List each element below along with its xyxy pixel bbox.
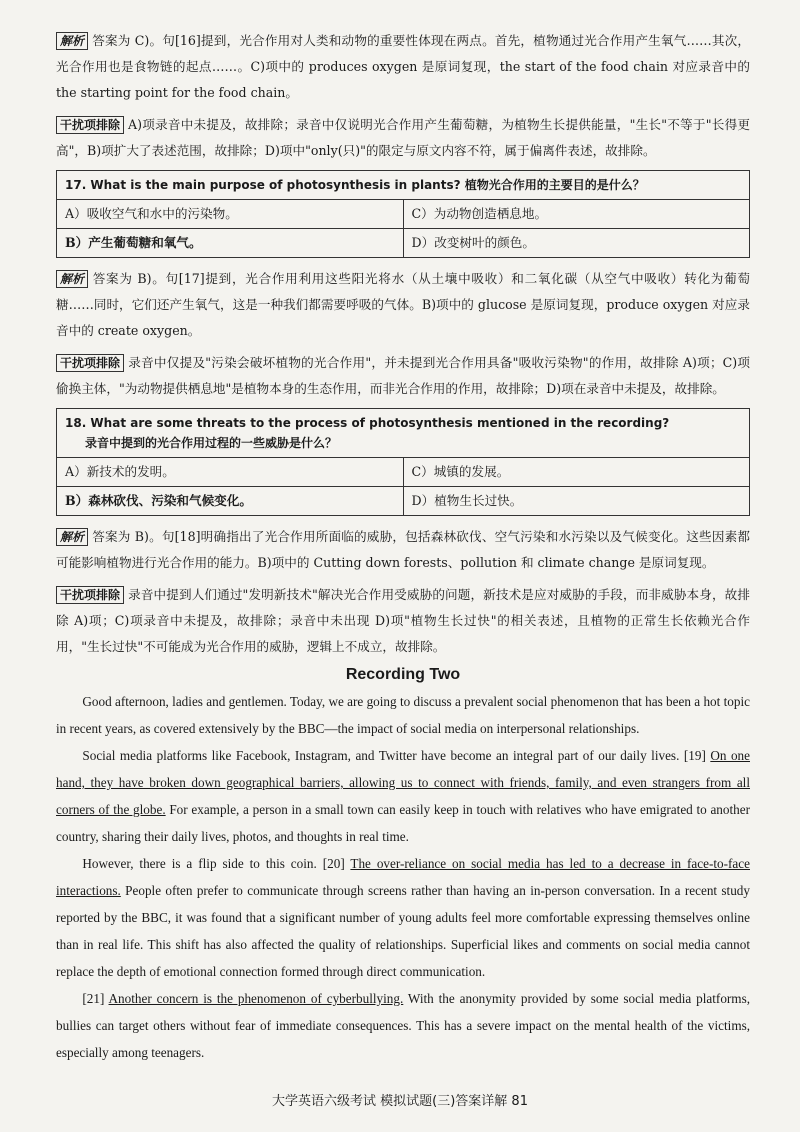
option-c: C）城镇的发展。 (403, 458, 750, 487)
page-body (56, 28, 750, 1066)
page-footer: 大学英语六级考试 模拟试题(三)答案详解 81 (272, 1094, 528, 1109)
option-a: A）新技术的发明。 (57, 458, 404, 487)
option-c: C）为动物创造栖息地。 (403, 200, 750, 229)
option-d: D）植物生长过快。 (403, 487, 750, 516)
analysis-tag: 解析 (56, 528, 88, 546)
distractor-17 (56, 350, 750, 402)
transcript-paragraph (56, 742, 750, 850)
question-18 (57, 409, 750, 458)
underlined-key-sentence: On one hand, they have broken down geographical barriers, allowing us to connect with friends, family, and even strangers from all corners of the globe. (56, 748, 750, 817)
transcript-text: For example, a person in a small town can easily keep in touch with relatives who have emigrated to another country, sharing their daily lives, photos, and thoughts in real time. (56, 802, 750, 844)
analysis-text: 答案为 B)。句[18]明确指出了光合作用所面临的威胁，包括森林砍伐、空气污染和水污染以及气候变化。这些因素都可能影响植物进行光合作用的能力。B)项中的 Cutting down forests、pollution 和 climate change 是原词复现。 (56, 529, 750, 570)
option-d: D）改变树叶的颜色。 (403, 229, 750, 258)
question-18-zh: 录音中提到的光合作用过程的一些威胁是什么？ (85, 436, 338, 450)
analysis-tag: 解析 (56, 32, 88, 50)
distractor-text: 录音中提到人们通过"发明新技术"解决光合作用受威胁的问题，新技术是应对威胁的手段，而非威胁本身，故排除 A)项；C)项录音中未提及，故排除；录音中未出现 D)项"植物生长过快"的相关表述，且植物的正常生长依赖光合作用，"生长过快"不可能成为光合作用的威胁，逻辑上不成立，故排除。 (56, 587, 750, 654)
analysis-17 (56, 266, 750, 344)
distractor-tag: 干扰项排除 (56, 116, 124, 134)
distractor-18 (56, 582, 750, 660)
transcript-text: With the anonymity provided by some social media platforms, bullies can target others without fear of immediate consequences. This has a severe impact on the mental health of the victims, especially among teenagers. (56, 991, 750, 1060)
recording-transcript (56, 688, 750, 1066)
transcript-paragraph (56, 985, 750, 1066)
transcript-paragraph (56, 850, 750, 985)
analysis-tag: 解析 (56, 270, 88, 288)
distractor-text: A)项录音中未提及，故排除；录音中仅说明光合作用产生葡萄糖，为植物生长提供能量，"生长"不等于"长得更高"，B)项扩大了表述范围，故排除；D)项中"only(只)"的限定与原文内容不符，属于偏离件表述，故排除。 (56, 117, 750, 158)
transcript-text: [21] (82, 991, 109, 1006)
analysis-text: 答案为 B)。句[17]提到，光合作用利用这些阳光将水（从土壤中吸收）和二氧化碳（从空气中吸收）转化为葡萄糖……同时，它们还产生氧气，这是一种我们都需要呼吸的气体。B)项中的 glucose 是原词复现，produce oxygen 对应录音中的 create oxygen。 (56, 271, 750, 338)
analysis-18 (56, 524, 750, 576)
question-17-table (56, 170, 750, 258)
analysis-text: 答案为 C)。句[16]提到，光合作用对人类和动物的重要性体现在两点。首先，植物通过光合作用产生氧气……其次，光合作用也是食物链的起点……。C)项中的 produces oxygen 是原词复现，the start of the food chain 对应录音中的 the starting point for the food chain。 (56, 33, 750, 100)
transcript-text: Social media platforms like Facebook, Instagram, and Twitter have become an integral part of our daily lives. [19] (82, 748, 711, 763)
distractor-tag: 干扰项排除 (56, 586, 124, 604)
distractor-tag: 干扰项排除 (56, 354, 124, 372)
analysis-16 (56, 28, 750, 106)
transcript-paragraph: Good afternoon, ladies and gentlemen. Today, we are going to discuss a prevalent social phenomenon that has been a hot topic in recent years, as covered extensively by the BBC—the impact of social media on interpersonal relationships. (56, 694, 750, 736)
underlined-key-sentence: Another concern is the phenomenon of cyberbullying. (108, 991, 404, 1006)
recording-title: Recording Two (345, 666, 461, 683)
question-18-table (56, 408, 750, 516)
option-b-correct: B）森林砍伐、污染和气候变化。 (57, 487, 404, 516)
underlined-key-sentence: The over-reliance on social media has led to a decrease in face-to-face interactions. (56, 856, 750, 898)
distractor-16 (56, 112, 750, 164)
option-b-correct: B）产生葡萄糖和氧气。 (57, 229, 404, 258)
question-18-en: 18. What are some threats to the process of photosynthesis mentioned in the recording? (65, 416, 670, 430)
question-17: 17. What is the main purpose of photosynthesis in plants? 植物光合作用的主要目的是什么？ (57, 171, 750, 200)
option-a: A）吸收空气和水中的污染物。 (57, 200, 404, 229)
transcript-text: However, there is a flip side to this coin. [20] (82, 856, 351, 871)
distractor-text: 录音中仅提及"污染会破坏植物的光合作用"，并未提到光合作用具备"吸收污染物"的作用，故排除 A)项；C)项偷换主体，"为动物提供栖息地"是植物本身的生态作用，而非光合作用的作用，故排除；D)项在录音中未提及，故排除。 (56, 355, 750, 396)
transcript-text: People often prefer to communicate through screens rather than having an in-person conversation. In a recent study reported by the BBC, it was found that a significant number of young adults feel more comfortable expressing themselves online than in real life. This shift has also affected the quality of relationships. Superficial likes and comments on social media cannot replace the depth of emotional connection formed through direct communication. (56, 883, 750, 979)
